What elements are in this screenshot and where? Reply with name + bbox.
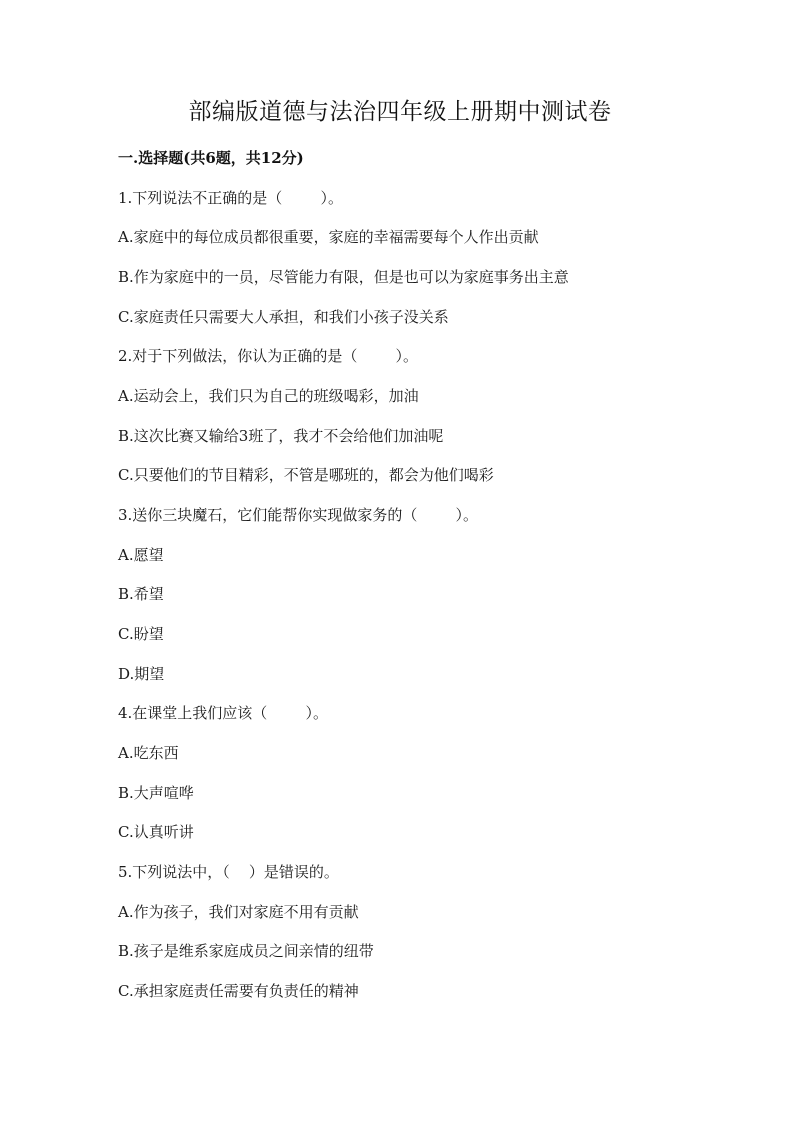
option-4b: B.大声喧哗 [118,784,194,802]
option-2c: C.只要他们的节目精彩，不管是哪班的，都会为他们喝彩 [118,466,494,484]
option-1b: B.作为家庭中的一员，尽管能力有限，但是也可以为家庭事务出主意 [118,268,569,286]
option-1a: A.家庭中的每位成员都很重要，家庭的幸福需要每个人作出贡献 [118,228,539,246]
option-5b: B.孩子是维系家庭成员之间亲情的纽带 [118,942,374,960]
option-4c: C.认真听讲 [118,823,194,841]
option-1c: C.家庭责任只需要大人承担，和我们小孩子没关系 [118,308,449,326]
section-heading: 一.选择题(共6题，共12分) [118,149,304,167]
option-5c: C.承担家庭责任需要有负责任的精神 [118,982,359,1000]
question-stem-2: 2.对于下列做法，你认为正确的是（ ）。 [118,347,418,365]
option-3d: D.期望 [118,665,165,683]
question-stem-5: 5.下列说法中，（ ）是错误的。 [118,863,339,881]
question-stem-1: 1.下列说法不正确的是（ ）。 [118,189,343,207]
option-2a: A.运动会上，我们只为自己的班级喝彩，加油 [118,387,419,405]
option-4a: A.吃东西 [118,744,179,762]
question-stem-3: 3.送你三块魔石，它们能帮你实现做家务的（ ）。 [118,506,478,524]
option-3a: A.愿望 [118,546,164,564]
page-title: 部编版道德与法治四年级上册期中测试卷 [188,99,612,125]
option-3b: B.希望 [118,585,164,603]
option-3c: C.盼望 [118,625,164,643]
option-2b: B.这次比赛又输给3班了，我才不会给他们加油呢 [118,427,444,445]
question-stem-4: 4.在课堂上我们应该（ ）。 [118,704,328,722]
option-5a: A.作为孩子，我们对家庭不用有贡献 [118,903,359,921]
